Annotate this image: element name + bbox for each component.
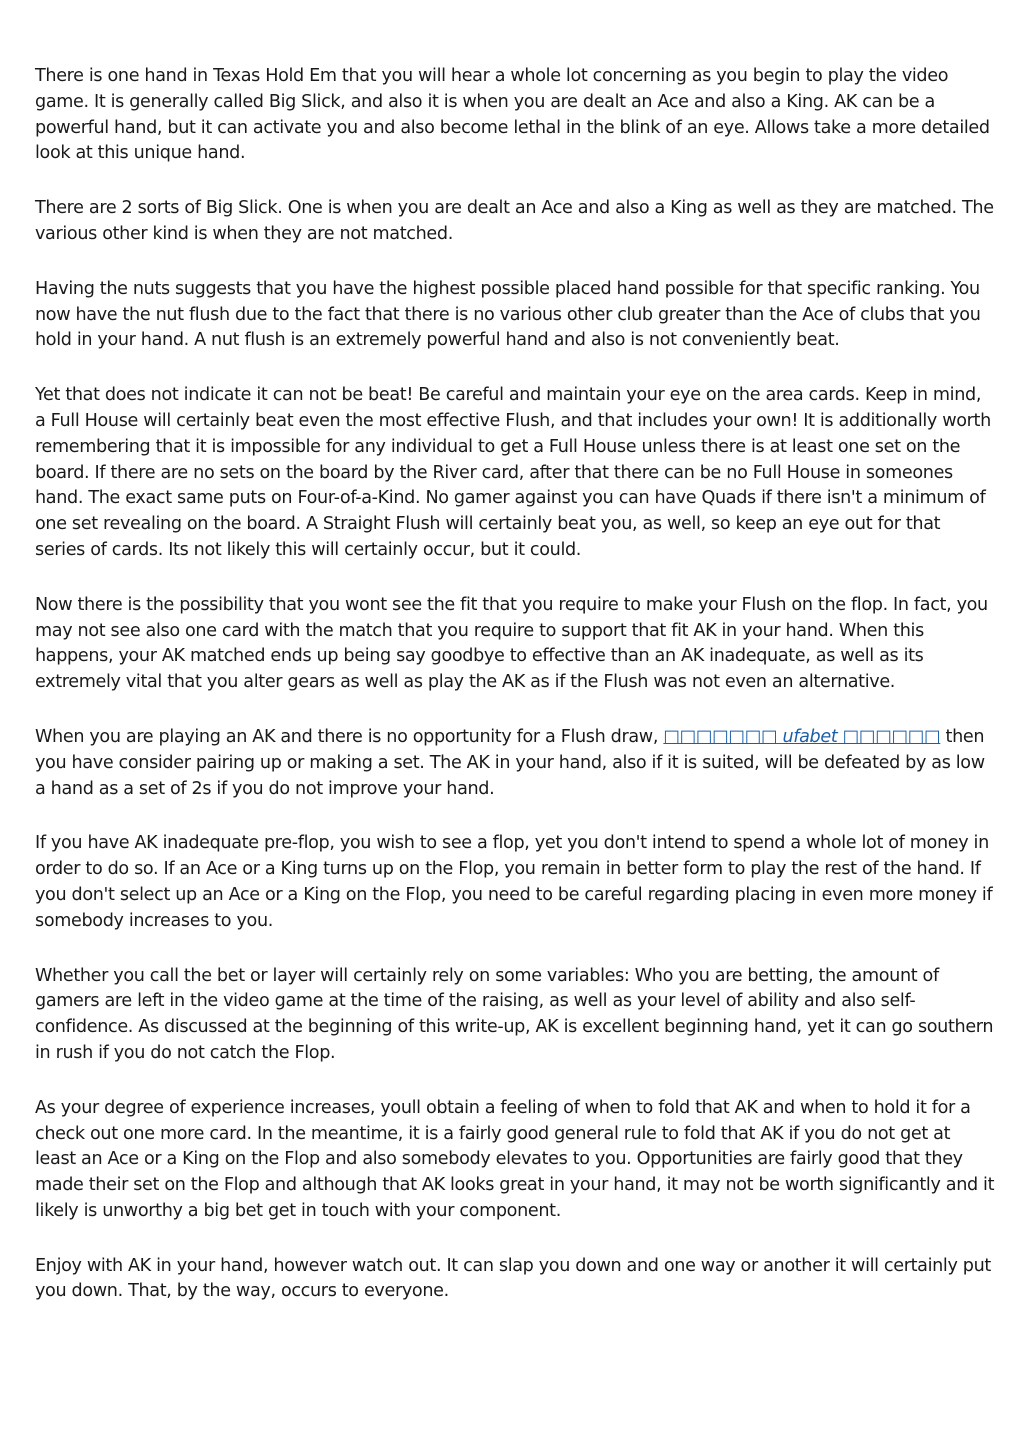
link-suffix: □□□□□□: [837, 726, 941, 747]
paragraph-6-text-after: then you have consider pairing up or making a set. The AK in your hand, also if it is suited, will be defeated by as low a hand as a set of 2s if you do not improve your hand.: [35, 726, 985, 799]
link-emphasis: ufabet: [782, 726, 838, 747]
paragraph-8: Whether you call the bet or layer will certainly rely on some variables: Who you are betting, the amount of gamers are left in the video game at the time of the raising, as well as your level of ability and also self-confidence. As discussed at the beginning of this write-up, AK is excellent beginning hand, yet it can go southern in rush if you do not catch the Flop.: [35, 965, 994, 1063]
paragraph-6: [35, 725, 995, 802]
ufabet-link[interactable]: [663, 727, 940, 747]
paragraph-3: Having the nuts suggests that you have the highest possible placed hand possible for that specific ranking. You now have the nut flush due to the fact that there is no various other club greater than the Ace of clubs that you hold in your hand. A nut flush is an extremely powerful hand and also is not conveniently beat.: [35, 278, 981, 351]
paragraph-5: Now there is the possibility that you wont see the fit that you require to make your Flush on the flop. In fact, you may not see also one card with the match that you require to support that fit AK in your hand. When this happens, your AK matched ends up being say goodbye to effective than an AK inadequate, as well as its extremely vital that you alter gears as well as play the AK as if the Flush was not even an alternative.: [35, 594, 988, 693]
article-body: [35, 64, 995, 1334]
paragraph-6-text-before: When you are playing an AK and there is no opportunity for a Flush draw,: [35, 726, 664, 747]
paragraph-2: There are 2 sorts of Big Slick. One is when you are dealt an Ace and also a King as well as they are matched. The various other kind is when they are not matched.: [35, 198, 994, 244]
paragraph-7: If you have AK inadequate pre-flop, you wish to see a flop, yet you don't intend to spend a whole lot of money in order to do so. If an Ace or a King turns up on the Flop, you remain in better form to play the rest of the hand. If you don't select up an Ace or a King on the Flop, you need to be careful regarding placing in even more money if somebody increases to you.: [35, 833, 993, 931]
paragraph-1: There is one hand in Texas Hold Em that you will hear a whole lot concerning as you begin to play the video game. It is generally called Big Slick, and also it is when you are dealt an Ace and also a King. AK can be a powerful hand, but it can activate you and also become lethal in the blink of an eye. Allows take a more detailed look at this unique hand.: [35, 66, 990, 164]
paragraph-9: As your degree of experience increases, youll obtain a feeling of when to fold that AK and when to hold it for a check out one more card. In the meantime, it is a fairly good general rule to fold that AK if you do not get at least an Ace or a King on the Flop and also somebody elevates to you. Opportunities are fairly good that they made their set on the Flop and although that AK looks great in your hand, it may not be worth significantly and it likely is unworthy a big bet get in touch with your component.: [35, 1097, 995, 1221]
paragraph-10: Enjoy with AK in your hand, however watch out. It can slap you down and one way or another it will certainly put you down. That, by the way, occurs to everyone.: [35, 1255, 991, 1302]
paragraph-4: Yet that does not indicate it can not be beat! Be careful and maintain your eye on the area cards. Keep in mind, a Full House will certainly beat even the most effective Flush, and that includes your own! It is additionally worth remembering that it is impossible for any individual to get a Full House unless there is at least one set on the board. If there are no sets on the board by the River card, after that there can be no Full House in someones hand. The exact same puts on Four-of-a-Kind. No gamer against you can have Quads if there isn't a minimum of one set revealing on the board. A Straight Flush will certainly beat you, as well, so keep an eye out for that series of cards. Its not likely this will certainly occur, but it could.: [35, 385, 991, 560]
link-prefix: □□□□□□□: [663, 726, 783, 747]
